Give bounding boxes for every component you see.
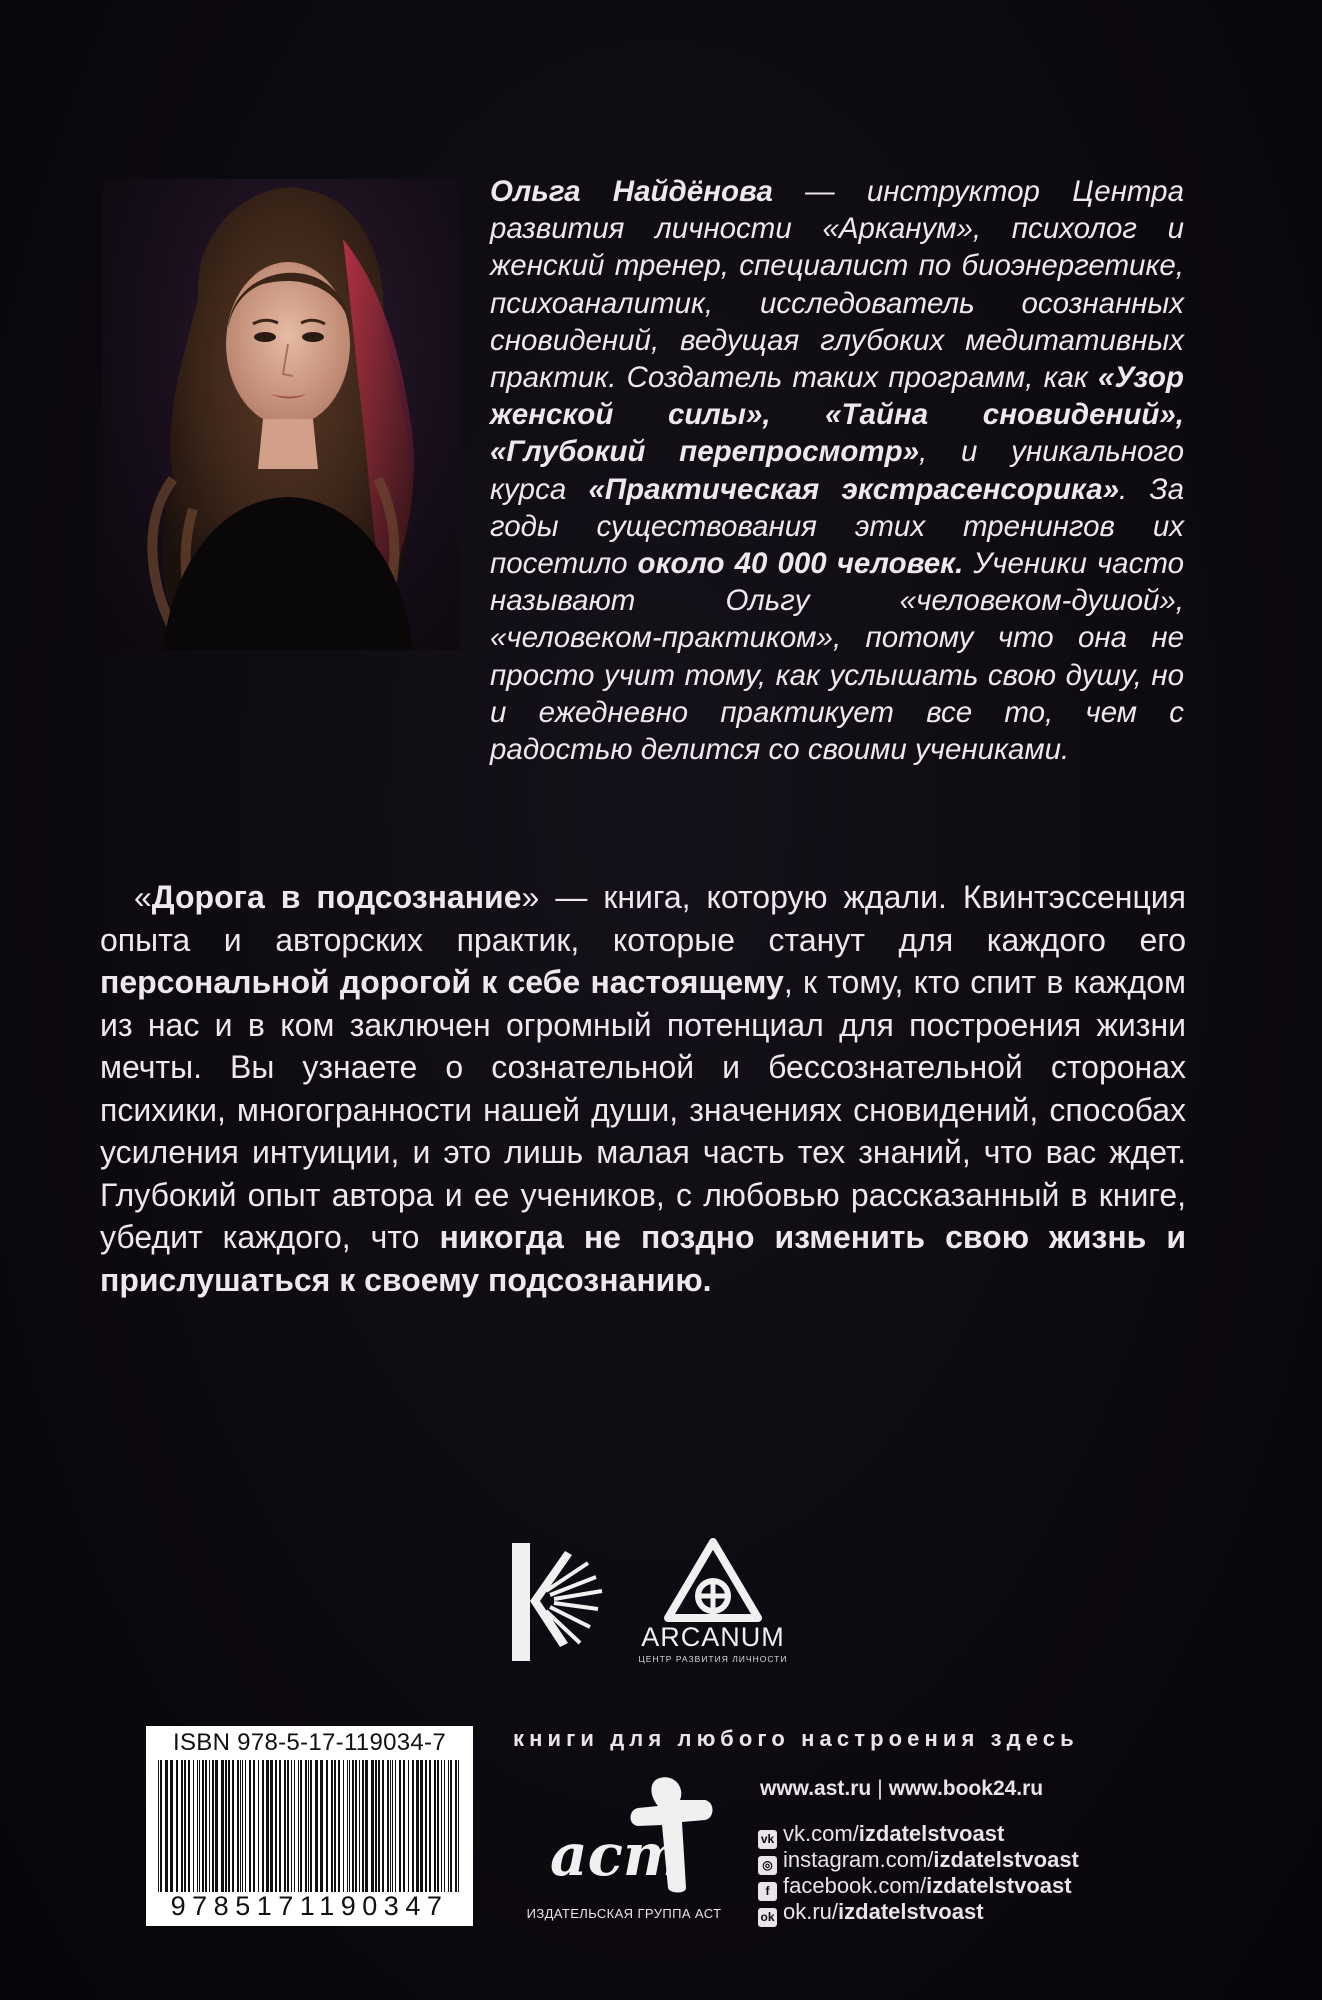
- course-name: «Практическая экстрасенсорика»: [588, 472, 1120, 506]
- description-text: » — книга, которую ждали. Квинтэссенция опыта и авторских практик, которые станут для каждого его: [100, 879, 1187, 958]
- isbn-text: ISBN 978-5-17-119034-7: [173, 1729, 446, 1756]
- arcanum-emblem-icon: [618, 1538, 808, 1622]
- publisher-k-logo: [510, 1543, 610, 1661]
- barcode-digits: 9785171190347: [170, 1891, 449, 1921]
- book-description: [100, 876, 1186, 1301]
- visitors-count: около 40 000 человек.: [637, 547, 964, 581]
- quote-mark: «: [134, 879, 152, 915]
- arcanum-logo: [618, 1538, 808, 1668]
- bio-text: Ученики часто называют Ольгу «человеком-душой», «человеком-практиком», потому что она не просто учит тому, как услышать свою душу, но и ежедневно практикует все то, чем с радостью делится со своими учениками.: [490, 547, 1184, 767]
- social-link-facebook[interactable]: f facebook.com/izdatelstvoast: [758, 1873, 1178, 1899]
- website-link[interactable]: www.ast.ru: [760, 1777, 872, 1800]
- facebook-icon: f: [758, 1882, 777, 1901]
- social-link-ok[interactable]: ok ok.ru/izdatelstvoast: [758, 1899, 1178, 1925]
- website-link[interactable]: www.book24.ru: [888, 1777, 1044, 1800]
- program-names: «Узор женской силы», «Тайна сновидений», «Глубокий перепросмотр»: [490, 361, 1184, 469]
- arcanum-name: ARCANUM: [641, 1622, 785, 1652]
- publisher-websites: [760, 1777, 1043, 1801]
- bio-text: . За годы существования этих тренингов их посетило: [490, 472, 1184, 581]
- ast-cross-icon: [510, 1770, 738, 1900]
- publisher-group-label: ИЗДАТЕЛЬСКАЯ ГРУППА АСТ: [526, 1906, 722, 1921]
- publisher-slogan: книги для любого настроения здесь: [513, 1726, 1079, 1751]
- arcanum-subtitle: ЦЕНТР РАЗВИТИЯ ЛИЧНОСТИ: [638, 1654, 788, 1664]
- instagram-icon: ◎: [758, 1856, 777, 1875]
- bio-text: , и уникального курса: [490, 435, 1184, 506]
- ast-logo-text: аст: [550, 1821, 685, 1889]
- separator: |: [877, 1777, 883, 1800]
- ok-icon: ok: [758, 1908, 777, 1927]
- isbn-barcode: [146, 1726, 473, 1926]
- social-link-vk[interactable]: vk vk.com/izdatelstvoast: [758, 1821, 1178, 1847]
- vk-icon: vk: [758, 1830, 777, 1849]
- book-title: Дорога в подсознание: [151, 879, 522, 915]
- author-bio: [490, 173, 1184, 768]
- barcode-bars: [154, 1760, 465, 1892]
- bio-text: — инструктор Центра развития личности «Арканум», психолог и женский тренер, специалист по биоэнергетике, психоаналитик, исследователь осознанных сновидений, ведущая глубоких медитативных практик. Создатель таких программ, как: [490, 175, 1184, 395]
- description-highlight: персональной дорогой к себе настоящему: [100, 964, 784, 1000]
- description-text: , к тому, кто спит в каждом из нас и в ком заключен огромный потенциал для построения жизни мечты. Вы узнаете о сознательной и бессознательной сторонах психики, многогранности нашей души, значениях сновидений, способах усиления интуиции, и это лишь малая часть тех знаний, что вас ждет. Глубокий опыт автора и ее учеников, с любовью рассказанный в книге, убедит каждого, что: [100, 964, 1187, 1255]
- description-highlight: никогда не поздно изменить свою жизнь и прислушаться к своему подсознанию.: [100, 1219, 1186, 1298]
- ast-logo: [510, 1770, 738, 1920]
- author-name: Ольга Найдёнова: [490, 175, 773, 208]
- author-portrait: [103, 179, 460, 650]
- social-link-instagram[interactable]: ◎ instagram.com/izdatelstvoast: [758, 1847, 1178, 1873]
